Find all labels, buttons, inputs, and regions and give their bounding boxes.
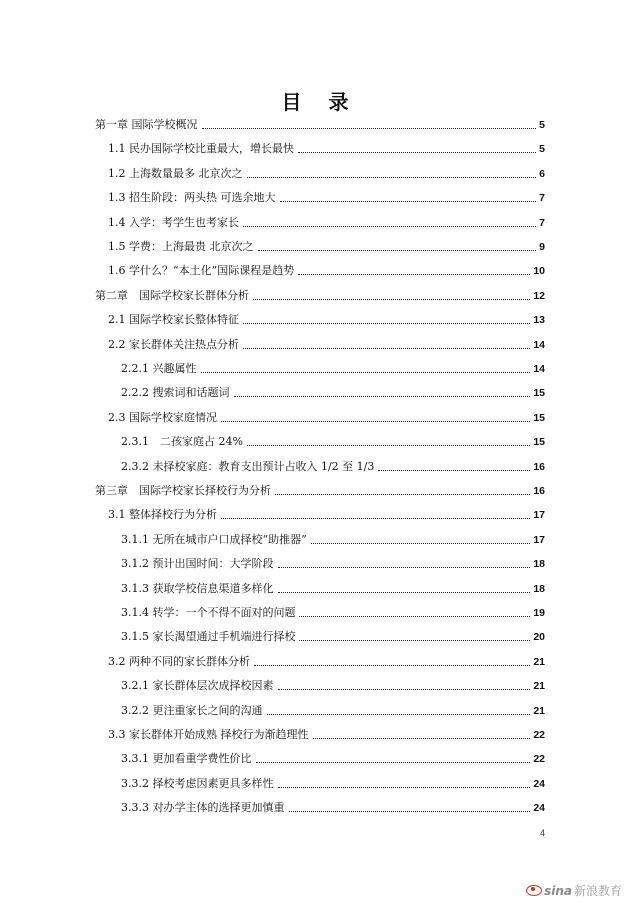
toc-entry-page: 21 [533,704,545,717]
watermark-brand: sina [544,883,572,898]
toc-leader-dots [247,177,537,178]
toc-entry[interactable] [121,454,545,474]
toc-entry-page: 21 [533,680,545,693]
toc-entry-page: 7 [539,192,545,205]
sina-watermark [526,882,622,899]
toc-entry-page: 14 [533,338,545,351]
toc-entry-page: 19 [533,607,545,619]
toc-entry-label: 2.3.1 二孩家庭占 24% [121,435,243,449]
toc-leader-dots [289,811,531,812]
toc-leader-dots [267,714,531,715]
toc-entry-page: 5 [539,143,545,156]
toc-entry-page: 15 [533,387,545,400]
toc-entry-label: 2.1 国际学校家长整体特征 [108,313,239,327]
toc-entry-page: 22 [533,753,545,766]
toc-entry[interactable] [121,624,545,644]
toc-entry-label: 1.1 民办国际学校比重最大，增长最快 [108,142,294,156]
toc-leader-dots [298,274,530,275]
toc-entry[interactable] [108,258,545,278]
toc-entry-page: 16 [533,460,545,473]
toc-entry-label: 3.3.1 更加看重学费性价比 [121,752,252,766]
toc-entry-page: 15 [533,411,545,424]
toc-entry-page: 18 [533,582,545,595]
toc-entry[interactable] [108,502,545,522]
toc-entry-label: 3.1.1 无所在城市户口成择校“助推器” [121,532,307,546]
toc-entry-page: 14 [533,363,545,375]
toc-entry-label: 2.3 国际学校家庭情况 [108,410,217,424]
toc-entry-label: 1.6 学什么？“本土化”国际课程是趋势 [108,264,295,278]
toc-leader-dots [221,421,530,422]
toc-entry-label: 3.3.2 择校考虑因素更具多样性 [121,776,274,790]
toc-leader-dots [258,250,537,251]
toc-entry-label: 3.1.3 获取学校信息渠道多样化 [121,581,274,595]
toc-entry[interactable] [121,673,545,693]
toc-entry[interactable] [121,698,545,718]
toc-leader-dots [243,226,536,227]
toc-entry-page: 10 [533,265,545,278]
toc-entry-label: 3.3.3 对办学主体的选择更加慎重 [121,801,285,815]
toc-entry-page: 12 [533,289,545,302]
toc-entry-label: 1.4 入学：考学生也考家长 [108,215,239,229]
toc-entry[interactable] [95,283,545,303]
toc-leader-dots [202,128,537,129]
toc-entry[interactable] [108,234,545,254]
toc-leader-dots [298,152,536,153]
toc-leader-dots [275,494,530,495]
toc-entry[interactable] [121,771,545,791]
toc-entry-label: 2.2.1 兴趣属性 [121,362,197,375]
toc-entry-label: 1.2 上海数量最多 北京次之 [108,166,243,180]
toc-entry-page: 17 [533,509,545,522]
toc-entry-label: 3.3 家长群体开始成熟 择校行为渐趋理性 [108,728,309,741]
toc-leader-dots [280,201,537,202]
toc-entry-label: 第二章 国际学校家长群体分析 [95,288,249,302]
toc-entry-page: 15 [533,436,545,449]
toc-entry-page: 24 [533,802,545,815]
toc-entry[interactable] [121,795,545,815]
toc-leader-dots [278,689,531,690]
toc-leader-dots [243,323,530,324]
toc-entry-label: 1.3 招生阶段：两头热 可选余地大 [108,191,276,205]
toc-leader-dots [278,592,531,593]
toc-leader-dots [234,396,531,397]
toc-entry[interactable] [108,722,545,742]
toc-entry[interactable] [121,356,545,376]
toc-entry-label: 3.2.1 家长群体层次成择校因素 [121,679,274,693]
toc-leader-dots [253,299,530,300]
toc-entry-page: 6 [539,167,545,180]
toc-title: 目 录 [281,90,359,114]
toc-entry-page: 7 [539,216,545,229]
toc-entry-page: 16 [533,485,545,497]
toc-entry[interactable] [95,112,545,132]
toc-entry[interactable] [108,210,545,230]
toc-entry-label: 1.5 学费：上海最贵 北京次之 [108,240,254,253]
toc-entry-label: 2.2.2 搜索词和话题词 [121,386,230,400]
toc-entry[interactable] [121,380,545,400]
toc-leader-dots [299,640,530,641]
toc-entry[interactable] [108,136,545,156]
toc-entry-label: 第三章 国际学校家长择校行为分析 [95,484,271,497]
toc-entry-page: 20 [533,631,545,644]
toc-entry-label: 3.1.4 转学：一个不得不面对的问题 [121,606,296,619]
toc-entry-label: 3.1 整体择校行为分析 [108,508,217,522]
toc-leader-dots [254,665,530,666]
toc-entry-page: 22 [533,729,545,741]
toc-entry-label: 3.2 两种不同的家长群体分析 [108,654,250,668]
toc-leader-dots [201,372,531,373]
toc-entry-label: 3.1.5 家长渴望通过手机端进行择校 [121,630,296,644]
toc-entry[interactable] [121,551,545,571]
toc-leader-dots [247,445,530,446]
toc-leader-dots [313,738,531,739]
toc-leader-dots [243,348,530,349]
toc-entry-page: 13 [533,314,545,327]
toc-entry[interactable] [121,576,545,596]
toc-entry[interactable] [108,332,545,352]
toc-entry-page: 17 [533,533,545,546]
toc-entry-label: 第一章 国际学校概况 [95,118,198,131]
toc-entry-label: 2.2 家长群体关注热点分析 [108,337,239,351]
toc-entry-page: 18 [533,558,545,571]
toc-entry-page: 24 [533,777,545,790]
toc-entry-label: 2.3.2 未择校家庭：教育支出预计占收入 1/2 至 1/3 [121,459,375,473]
toc-entry[interactable] [108,307,545,327]
watermark-text: 新浪教育 [573,884,622,898]
toc-entry-page: 21 [533,655,545,668]
toc-entry[interactable] [108,161,545,181]
toc-entry[interactable] [108,649,545,669]
toc-leader-dots [378,470,530,471]
toc-entry-label: 3.2.2 更注重家长之间的沟通 [121,703,263,717]
toc-leader-dots [299,616,530,617]
toc-entry[interactable] [121,429,545,449]
toc-entry[interactable] [108,185,545,205]
toc-entry[interactable] [95,478,545,498]
toc-leader-dots [311,543,531,544]
toc-entry[interactable] [121,746,545,766]
page-number: 4 [539,828,545,838]
sina-eye-icon [526,885,542,896]
toc-entry-page: 5 [539,119,545,131]
toc-entry-page: 9 [539,241,545,253]
toc-entry-label: 3.1.2 预计出国时间：大学阶段 [121,557,274,571]
toc-leader-dots [256,762,531,763]
toc-leader-dots [278,567,531,568]
toc-leader-dots [278,787,531,788]
toc-entry[interactable] [121,600,545,620]
toc-entry[interactable] [108,405,545,425]
toc-leader-dots [221,518,530,519]
toc-entry[interactable] [121,527,545,547]
